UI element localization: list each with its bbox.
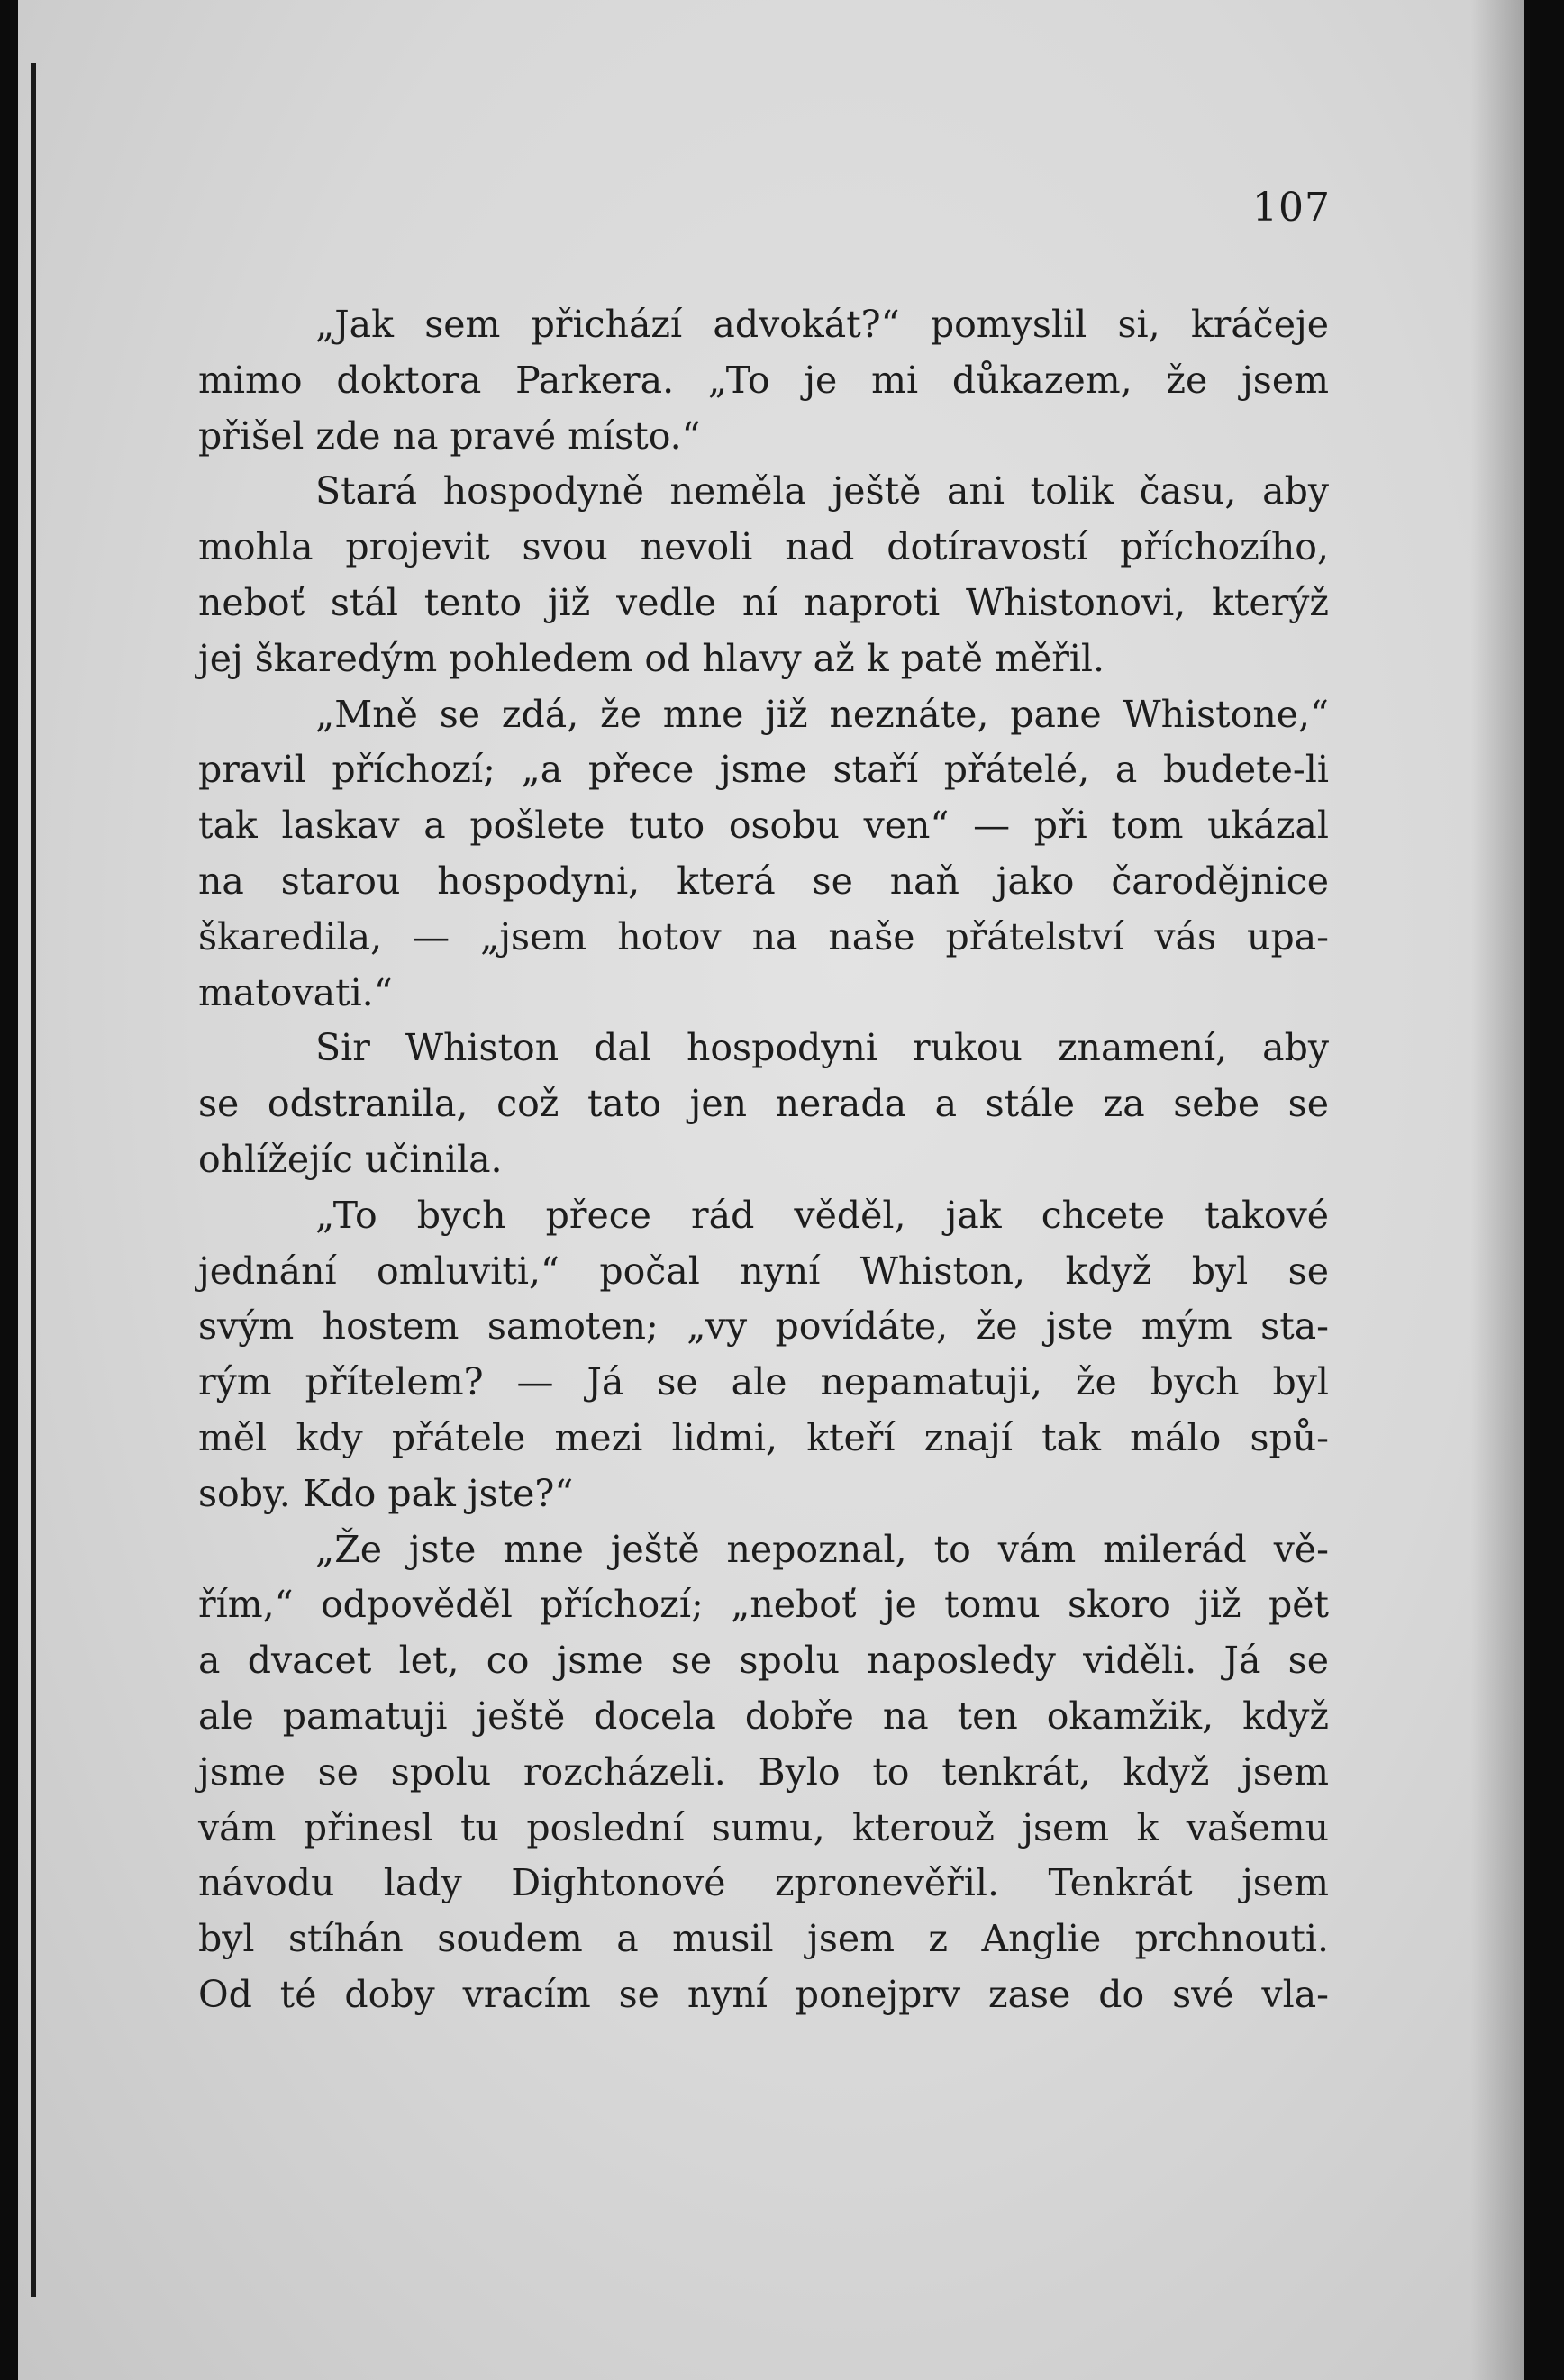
text-line: ohlížejíc učinila.	[198, 1137, 503, 1181]
text-line: matovati.“	[198, 970, 393, 1014]
text-line: „Že jste mne ještě nepoznal, to vám milerád vě-	[315, 1527, 1329, 1571]
text-line: ale pamatuji ještě docela dobře na ten okamžik, když	[198, 1694, 1329, 1738]
text-line: na starou hospodyni, která se naň jako čarodějnice	[198, 858, 1329, 903]
text-line: návodu lady Dightonové zpronevěřil. Tenkrát jsem	[198, 1861, 1329, 1905]
page-gutter-shadow	[1470, 0, 1524, 2380]
text-line: „Mně se zdá, že mne již neznáte, pane Whistone,“	[315, 692, 1329, 736]
text-line: mohla projevit svou nevoli nad dotíravostí příchozího,	[198, 525, 1329, 569]
text-line: řím,“ odpověděl příchozí; „neboť je tomu skoro již pět	[198, 1583, 1329, 1627]
text-line: „Jak sem přichází advokát?“ pomyslil si, kráčeje	[315, 303, 1329, 346]
text-line: se odstranila, což tato jen nerada a stále za sebe se	[198, 1082, 1329, 1126]
text-line: „To bych přece rád věděl, jak chcete takové	[315, 1193, 1329, 1237]
text-line: a dvacet let, co jsme se spolu naposledy viděli. Já se	[198, 1639, 1329, 1683]
text-line: rým přítelem? — Já se ale nepamatuji, že bych byl	[198, 1360, 1329, 1404]
text-line: Stará hospodyně neměla ještě ani tolik času, aby	[315, 469, 1329, 513]
text-line: tak laskav a pošlete tuto osobu ven“ — při tom ukázal	[198, 804, 1329, 848]
text-line: vám přinesl tu poslední sumu, kterouž jsem k vašemu	[198, 1805, 1329, 1849]
text-line: jej škaredým pohledem od hlavy až k patě měřil.	[198, 636, 1105, 680]
text-line: soby. Kdo pak jste?“	[198, 1471, 574, 1515]
page-edge-shadow	[31, 63, 36, 2297]
text-line: škaredila, — „jsem hotov na naše přátelství vás upa-	[198, 914, 1329, 958]
text-line: neboť stál tento již vedle ní naproti Whistonovi, kterýž	[198, 580, 1329, 624]
text-line: přišel zde na pravé místo.“	[198, 413, 701, 458]
text-line: byl stíhán soudem a musil jsem z Anglie prchnouti.	[198, 1917, 1329, 1961]
text-line: jsme se spolu rozcházeli. Bylo to tenkrát, když jsem	[198, 1749, 1329, 1794]
page-number: 107	[1252, 185, 1331, 231]
book-page	[18, 0, 1524, 2380]
text-line: svým hostem samoten; „vy povídáte, že jste mým sta-	[198, 1304, 1329, 1349]
text-line: jednání omluviti,“ počal nyní Whiston, když byl se	[198, 1249, 1329, 1293]
text-line: Od té doby vracím se nyní ponejprv zase do své vla-	[198, 1972, 1329, 2016]
text-line: měl kdy přátele mezi lidmi, kteří znají tak málo spů-	[198, 1415, 1329, 1459]
body-text	[198, 297, 1329, 2023]
text-line: pravil příchozí; „a přece jsme staří přátelé, a budete-li	[198, 748, 1329, 792]
text-line: Sir Whiston dal hospodyni rukou znamení, aby	[315, 1026, 1329, 1070]
text-line: mimo doktora Parkera. „To je mi důkazem, že jsem	[198, 358, 1329, 402]
